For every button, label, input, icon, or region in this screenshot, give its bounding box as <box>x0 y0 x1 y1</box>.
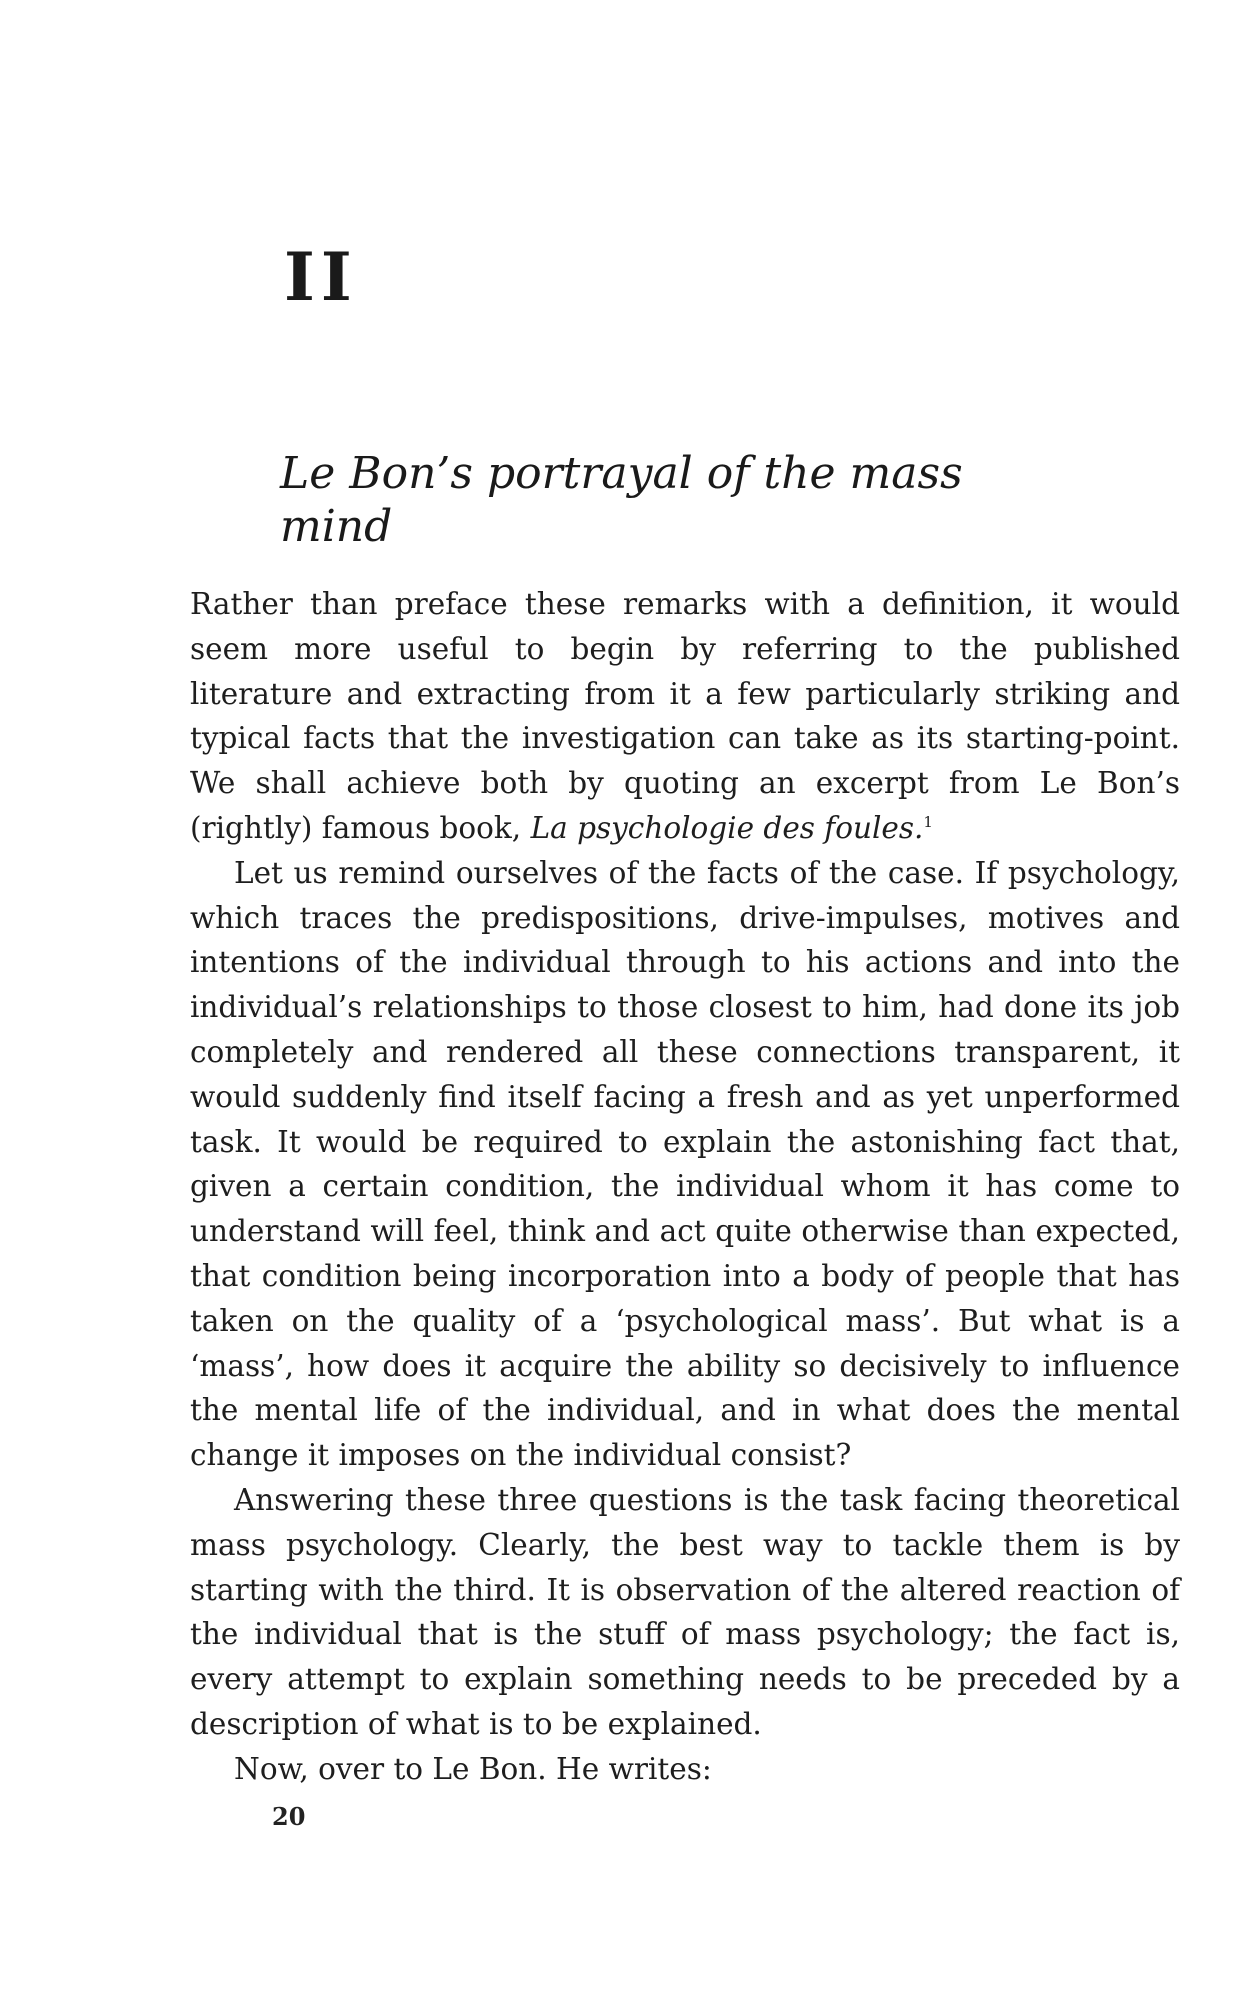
paragraph-1 <box>190 582 1180 851</box>
footnote-marker: 1 <box>923 813 933 832</box>
paragraph-1-text: Rather than preface these remarks with a definition, it would seem more useful to begin by referring to the published literature and extracting from it a few particularly striking and typical facts that the investigation can take as its starting-point. We shall achieve both by quoting an excerpt from Le Bon’s (rightly) famous book, <box>190 587 1180 845</box>
paragraph-4: Now, over to Le Bon. He writes: <box>234 1751 712 1786</box>
paragraph-3: Answering these three questions is the task facing theoretical mass psychology. Clearly, the best way to tackle them is by starting with the third. It is observation of the altered reaction of the individual that is the stuff of mass psychology; the fact is, every attempt to explain something needs to be preceded by a description of what is to be explained. <box>190 1482 1180 1741</box>
body-text <box>190 582 1180 1792</box>
paragraph-2: Let us remind ourselves of the facts of the case. If psychology, which traces the predispositions, drive-impulses, motives and intentions of the individual through to his actions and into the individual’s relationships to those closest to him, had done its job completely and rendered all these connections transparent, it would suddenly find itself facing a fresh and as yet unperformed task. It would be required to explain the astonishing fact that, given a certain condition, the individual whom it has come to understand will feel, think and act quite otherwise than expected, that condition being incorporation into a body of people that has taken on the quality of a ‘psychological mass’. But what is a ‘mass’, how does it acquire the ability so decisively to influence the mental life of the individual, and in what does the mental change it imposes on the individual consist? <box>190 855 1180 1473</box>
page-number: 20 <box>272 1802 306 1831</box>
chapter-title: Le Bon’s portrayal of the mass mind <box>280 448 963 552</box>
chapter-number: II <box>284 238 358 316</box>
book-title: La psychologie des foules. <box>530 810 924 845</box>
